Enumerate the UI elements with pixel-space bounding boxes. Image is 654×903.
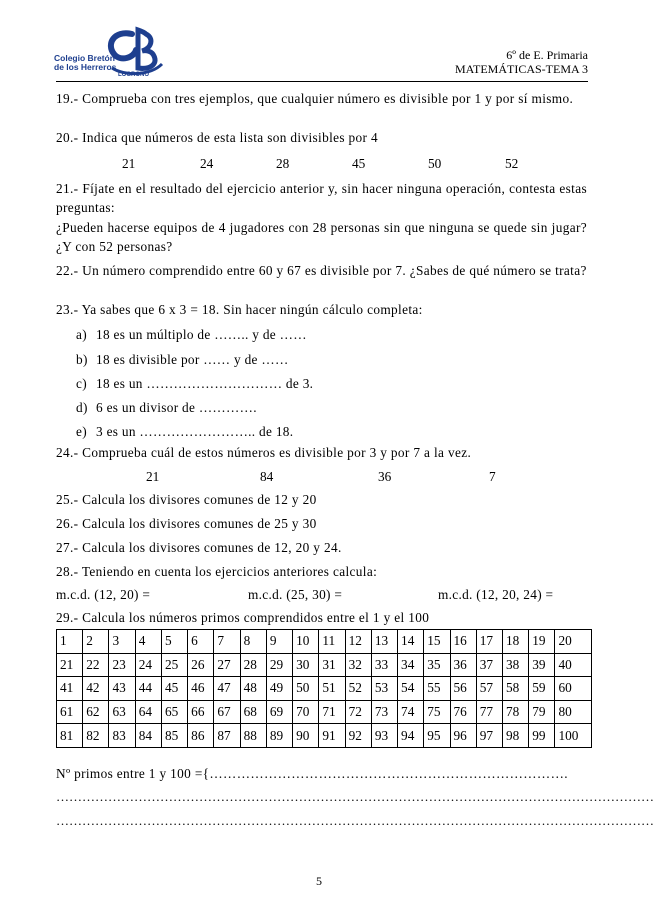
school-logo	[54, 24, 174, 82]
number-cell: 21	[57, 653, 83, 677]
number-cell: 26	[188, 653, 214, 677]
number-cell: 61	[57, 700, 83, 724]
number-cell: 71	[319, 700, 345, 724]
number-cell: 74	[398, 700, 424, 724]
item-label: e)	[76, 424, 87, 439]
exercise-25: 25.- Calcula los divisores comunes de 12 y 20	[56, 492, 317, 507]
number-cell: 41	[57, 677, 83, 701]
header-divider	[56, 81, 588, 82]
number-cell: 2	[83, 630, 109, 654]
number-cell: 25	[161, 653, 187, 677]
exercise-20-number: 45	[352, 156, 366, 171]
number-cell: 46	[188, 677, 214, 701]
number-cell: 84	[135, 724, 161, 748]
number-cell: 55	[424, 677, 450, 701]
number-cell: 45	[161, 677, 187, 701]
numbers-table-body	[57, 630, 592, 748]
number-cell: 75	[424, 700, 450, 724]
number-cell: 92	[345, 724, 371, 748]
item-label: b)	[76, 352, 88, 367]
number-cell: 17	[476, 630, 502, 654]
number-cell: 57	[476, 677, 502, 701]
number-cell: 99	[529, 724, 555, 748]
exercise-23-item	[76, 374, 313, 393]
number-cell: 43	[109, 677, 135, 701]
number-cell: 38	[502, 653, 528, 677]
item-text: 6 es un divisor de ………….	[96, 400, 257, 415]
numbers-1-100-table	[56, 629, 592, 748]
number-cell: 50	[293, 677, 319, 701]
number-cell: 9	[266, 630, 292, 654]
number-cell: 79	[529, 700, 555, 724]
number-cell: 33	[371, 653, 397, 677]
number-cell: 10	[293, 630, 319, 654]
primes-answer-line: Nº primos entre 1 y 100 ={…………………………………………………………………….	[56, 766, 568, 781]
number-cell: 97	[476, 724, 502, 748]
answer-dotted-line: …………………………………………………………………………………………………………………………	[56, 789, 654, 804]
item-label: c)	[76, 376, 87, 391]
exercise-23-item	[76, 325, 307, 344]
mcd-25-30: m.c.d. (25, 30) =	[248, 587, 343, 602]
number-cell: 49	[266, 677, 292, 701]
number-cell: 73	[371, 700, 397, 724]
number-cell: 100	[555, 724, 592, 748]
item-text: 18 es un ………………………… de 3.	[96, 376, 314, 391]
number-cell: 76	[450, 700, 476, 724]
mcd-12-20-24: m.c.d. (12, 20, 24) =	[438, 587, 554, 602]
number-cell: 14	[398, 630, 424, 654]
exercise-20: 20.- Indica que números de esta lista son divisibles por 4	[56, 130, 379, 145]
number-cell: 52	[345, 677, 371, 701]
number-cell: 89	[266, 724, 292, 748]
number-cell: 15	[424, 630, 450, 654]
number-cell: 94	[398, 724, 424, 748]
exercise-24-number: 36	[378, 469, 392, 484]
exercise-21: 21.- Fíjate en el resultado del ejercicio anterior y, sin hacer ninguna operación, contesta estas preguntas:	[56, 181, 587, 215]
logo-city: LOGROÑO	[118, 72, 149, 78]
number-cell: 80	[555, 700, 592, 724]
number-cell: 59	[529, 677, 555, 701]
number-cell: 22	[83, 653, 109, 677]
number-cell: 63	[109, 700, 135, 724]
number-cell: 66	[188, 700, 214, 724]
number-cell: 5	[161, 630, 187, 654]
number-cell: 60	[555, 677, 592, 701]
number-cell: 77	[476, 700, 502, 724]
exercise-26: 26.- Calcula los divisores comunes de 25 y 30	[56, 516, 317, 531]
number-cell: 53	[371, 677, 397, 701]
number-cell: 67	[214, 700, 240, 724]
number-cell: 42	[83, 677, 109, 701]
number-cell: 31	[319, 653, 345, 677]
number-cell: 90	[293, 724, 319, 748]
exercise-29: 29.- Calcula los números primos comprendidos entre el 1 y el 100	[56, 610, 430, 625]
number-cell: 82	[83, 724, 109, 748]
logo-text	[54, 54, 116, 72]
number-cell: 54	[398, 677, 424, 701]
number-cell: 16	[450, 630, 476, 654]
exercise-21-question: ¿Pueden hacerse equipos de 4 jugadores con 28 personas sin que ninguna se quede sin jugar? ¿Y con 52 personas?	[56, 220, 587, 254]
number-cell: 95	[424, 724, 450, 748]
number-cell: 6	[188, 630, 214, 654]
number-cell: 65	[161, 700, 187, 724]
number-cell: 72	[345, 700, 371, 724]
number-cell: 37	[476, 653, 502, 677]
number-cell: 39	[529, 653, 555, 677]
exercise-24-number: 21	[146, 469, 160, 484]
item-label: a)	[76, 327, 87, 342]
number-cell: 11	[319, 630, 345, 654]
number-cell: 28	[240, 653, 266, 677]
number-cell: 85	[161, 724, 187, 748]
header-subject: MATEMÁTICAS-TEMA 3	[454, 62, 588, 76]
number-cell: 7	[214, 630, 240, 654]
number-cell: 4	[135, 630, 161, 654]
number-cell: 87	[214, 724, 240, 748]
number-cell: 96	[450, 724, 476, 748]
number-cell: 64	[135, 700, 161, 724]
table-row	[57, 630, 592, 654]
number-cell: 18	[502, 630, 528, 654]
table-row	[57, 677, 592, 701]
table-row	[57, 700, 592, 724]
exercise-24-number: 84	[260, 469, 274, 484]
number-cell: 88	[240, 724, 266, 748]
number-cell: 68	[240, 700, 266, 724]
exercise-23-item	[76, 350, 289, 369]
number-cell: 93	[371, 724, 397, 748]
number-cell: 98	[502, 724, 528, 748]
item-text: 18 es divisible por …… y de ……	[96, 352, 289, 367]
exercise-22: 22.- Un número comprendido entre 60 y 67 es divisible por 7. ¿Sabes de qué número se trata?	[56, 263, 587, 278]
number-cell: 30	[293, 653, 319, 677]
number-cell: 34	[398, 653, 424, 677]
exercise-20-number: 52	[505, 156, 519, 171]
page-number: 5	[316, 874, 322, 888]
exercise-23: 23.- Ya sabes que 6 x 3 = 18. Sin hacer ningún cálculo completa:	[56, 302, 423, 317]
number-cell: 56	[450, 677, 476, 701]
exercise-20-number: 21	[122, 156, 136, 171]
number-cell: 86	[188, 724, 214, 748]
number-cell: 20	[555, 630, 592, 654]
number-cell: 40	[555, 653, 592, 677]
exercise-24: 24.- Comprueba cuál de estos números es divisible por 3 y por 7 a la vez.	[56, 445, 472, 460]
number-cell: 35	[424, 653, 450, 677]
item-label: d)	[76, 400, 88, 415]
number-cell: 51	[319, 677, 345, 701]
exercise-23-item	[76, 398, 257, 417]
table-row	[57, 724, 592, 748]
exercise-20-number: 50	[428, 156, 442, 171]
number-cell: 47	[214, 677, 240, 701]
mcd-12-20: m.c.d. (12, 20) =	[56, 587, 151, 602]
number-cell: 29	[266, 653, 292, 677]
answer-dotted-line: …………………………………………………………………………………………………………………………	[56, 813, 654, 828]
table-row	[57, 653, 592, 677]
number-cell: 78	[502, 700, 528, 724]
number-cell: 32	[345, 653, 371, 677]
header-course-info	[455, 48, 588, 76]
number-cell: 44	[135, 677, 161, 701]
exercise-24-number: 7	[489, 469, 496, 484]
number-cell: 27	[214, 653, 240, 677]
number-cell: 62	[83, 700, 109, 724]
number-cell: 36	[450, 653, 476, 677]
item-text: 3 es un …………………….. de 18.	[96, 424, 294, 439]
number-cell: 81	[57, 724, 83, 748]
exercise-23-item	[76, 422, 293, 441]
number-cell: 1	[57, 630, 83, 654]
exercise-20-number: 24	[200, 156, 214, 171]
exercise-20-number: 28	[276, 156, 290, 171]
number-cell: 24	[135, 653, 161, 677]
logo-line-1: Colegio Bretón	[54, 53, 115, 63]
number-cell: 12	[345, 630, 371, 654]
exercise-27: 27.- Calcula los divisores comunes de 12, 20 y 24.	[56, 540, 342, 555]
number-cell: 48	[240, 677, 266, 701]
header-grade: 6º de E. Primaria	[506, 48, 588, 62]
exercise-19: 19.- Comprueba con tres ejemplos, que cualquier número es divisible por 1 y por sí mismo.	[56, 91, 574, 106]
number-cell: 58	[502, 677, 528, 701]
number-cell: 13	[371, 630, 397, 654]
number-cell: 19	[529, 630, 555, 654]
number-cell: 69	[266, 700, 292, 724]
number-cell: 70	[293, 700, 319, 724]
number-cell: 91	[319, 724, 345, 748]
number-cell: 8	[240, 630, 266, 654]
number-cell: 3	[109, 630, 135, 654]
exercise-28: 28.- Teniendo en cuenta los ejercicios anteriores calcula:	[56, 564, 378, 579]
logo-line-2: de los Herreros	[54, 62, 117, 72]
number-cell: 83	[109, 724, 135, 748]
number-cell: 23	[109, 653, 135, 677]
item-text: 18 es un múltiplo de …….. y de ……	[96, 327, 307, 342]
